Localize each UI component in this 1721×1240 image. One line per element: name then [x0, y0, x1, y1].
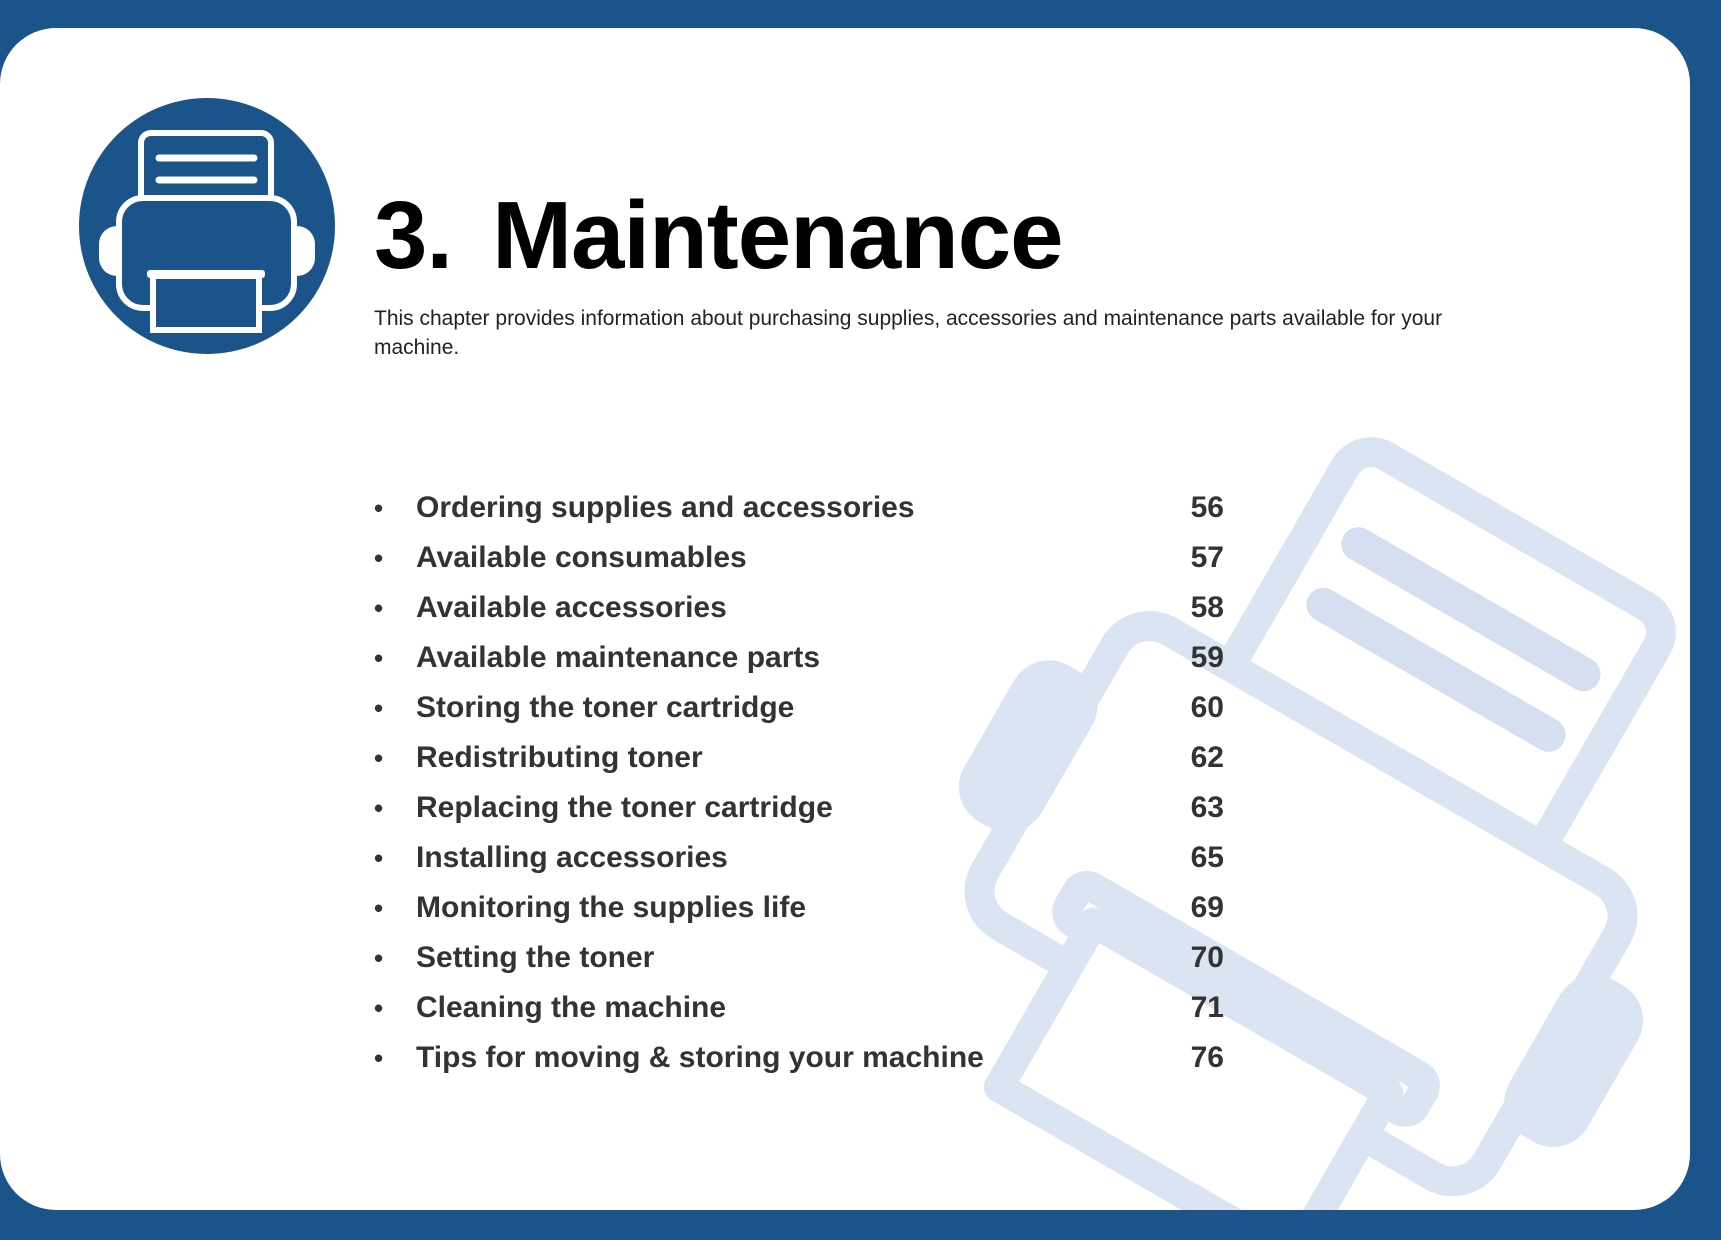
- bullet-icon: •: [374, 492, 384, 523]
- bullet-icon: •: [374, 742, 384, 773]
- toc-item-page: 62: [1190, 741, 1224, 774]
- toc-item-label: Cleaning the machine: [416, 991, 727, 1024]
- toc-item-label: Replacing the toner cartridge: [416, 791, 833, 824]
- toc-item-cleaning-machine[interactable]: [374, 983, 1224, 1033]
- table-of-contents: [374, 483, 1224, 1083]
- chapter-number: 3.: [374, 182, 453, 289]
- toc-item-page: 63: [1190, 791, 1224, 824]
- document-page: [0, 28, 1690, 1210]
- toc-item-redistributing-toner[interactable]: [374, 733, 1224, 783]
- printer-icon: [79, 98, 335, 354]
- toc-item-label: Installing accessories: [416, 841, 728, 874]
- chapter-intro: This chapter provides information about purchasing supplies, accessories and maintenance parts available for your machine.: [374, 307, 1443, 359]
- chapter-name: Maintenance: [492, 182, 1063, 289]
- toc-item-page: 69: [1190, 891, 1224, 924]
- toc-item-replacing-toner[interactable]: [374, 783, 1224, 833]
- bullet-icon: •: [374, 842, 384, 873]
- toc-item-page: 56: [1190, 491, 1224, 524]
- toc-item-label: Ordering supplies and accessories: [416, 491, 915, 524]
- toc-item-storing-toner[interactable]: [374, 683, 1224, 733]
- toc-item-tips-moving-storing[interactable]: [374, 1033, 1224, 1083]
- bullet-icon: •: [374, 692, 384, 723]
- toc-item-available-consumables[interactable]: [374, 533, 1224, 583]
- toc-item-page: 60: [1190, 691, 1224, 724]
- toc-item-available-accessories[interactable]: [374, 583, 1224, 633]
- toc-item-page: 65: [1190, 841, 1224, 874]
- toc-item-page: 71: [1190, 991, 1224, 1024]
- bullet-icon: •: [374, 1042, 384, 1073]
- toc-item-label: Available accessories: [416, 591, 727, 624]
- toc-item-label: Storing the toner cartridge: [416, 691, 795, 724]
- toc-item-label: Redistributing toner: [416, 741, 703, 774]
- toc-item-setting-toner[interactable]: [374, 933, 1224, 983]
- toc-item-page: 59: [1190, 641, 1224, 674]
- toc-item-ordering-supplies[interactable]: [374, 483, 1224, 533]
- chapter-title: [374, 182, 1063, 289]
- bullet-icon: •: [374, 792, 384, 823]
- toc-item-label: Available consumables: [416, 541, 747, 574]
- toc-item-installing-accessories[interactable]: [374, 833, 1224, 883]
- bullet-icon: •: [374, 592, 384, 623]
- toc-item-page: 57: [1190, 541, 1224, 574]
- bullet-icon: •: [374, 992, 384, 1023]
- toc-item-label: Setting the toner: [416, 941, 655, 974]
- bullet-icon: •: [374, 942, 384, 973]
- bullet-icon: •: [374, 642, 384, 673]
- bullet-icon: •: [374, 542, 384, 573]
- bullet-icon: •: [374, 892, 384, 923]
- toc-item-maintenance-parts[interactable]: [374, 633, 1224, 683]
- toc-item-page: 76: [1190, 1041, 1224, 1074]
- toc-item-page: 70: [1190, 941, 1224, 974]
- toc-item-page: 58: [1190, 591, 1224, 624]
- toc-item-monitoring-supplies[interactable]: [374, 883, 1224, 933]
- toc-item-label: Available maintenance parts: [416, 641, 821, 674]
- toc-item-label: Tips for moving & storing your machine: [416, 1041, 984, 1074]
- toc-item-label: Monitoring the supplies life: [416, 891, 806, 924]
